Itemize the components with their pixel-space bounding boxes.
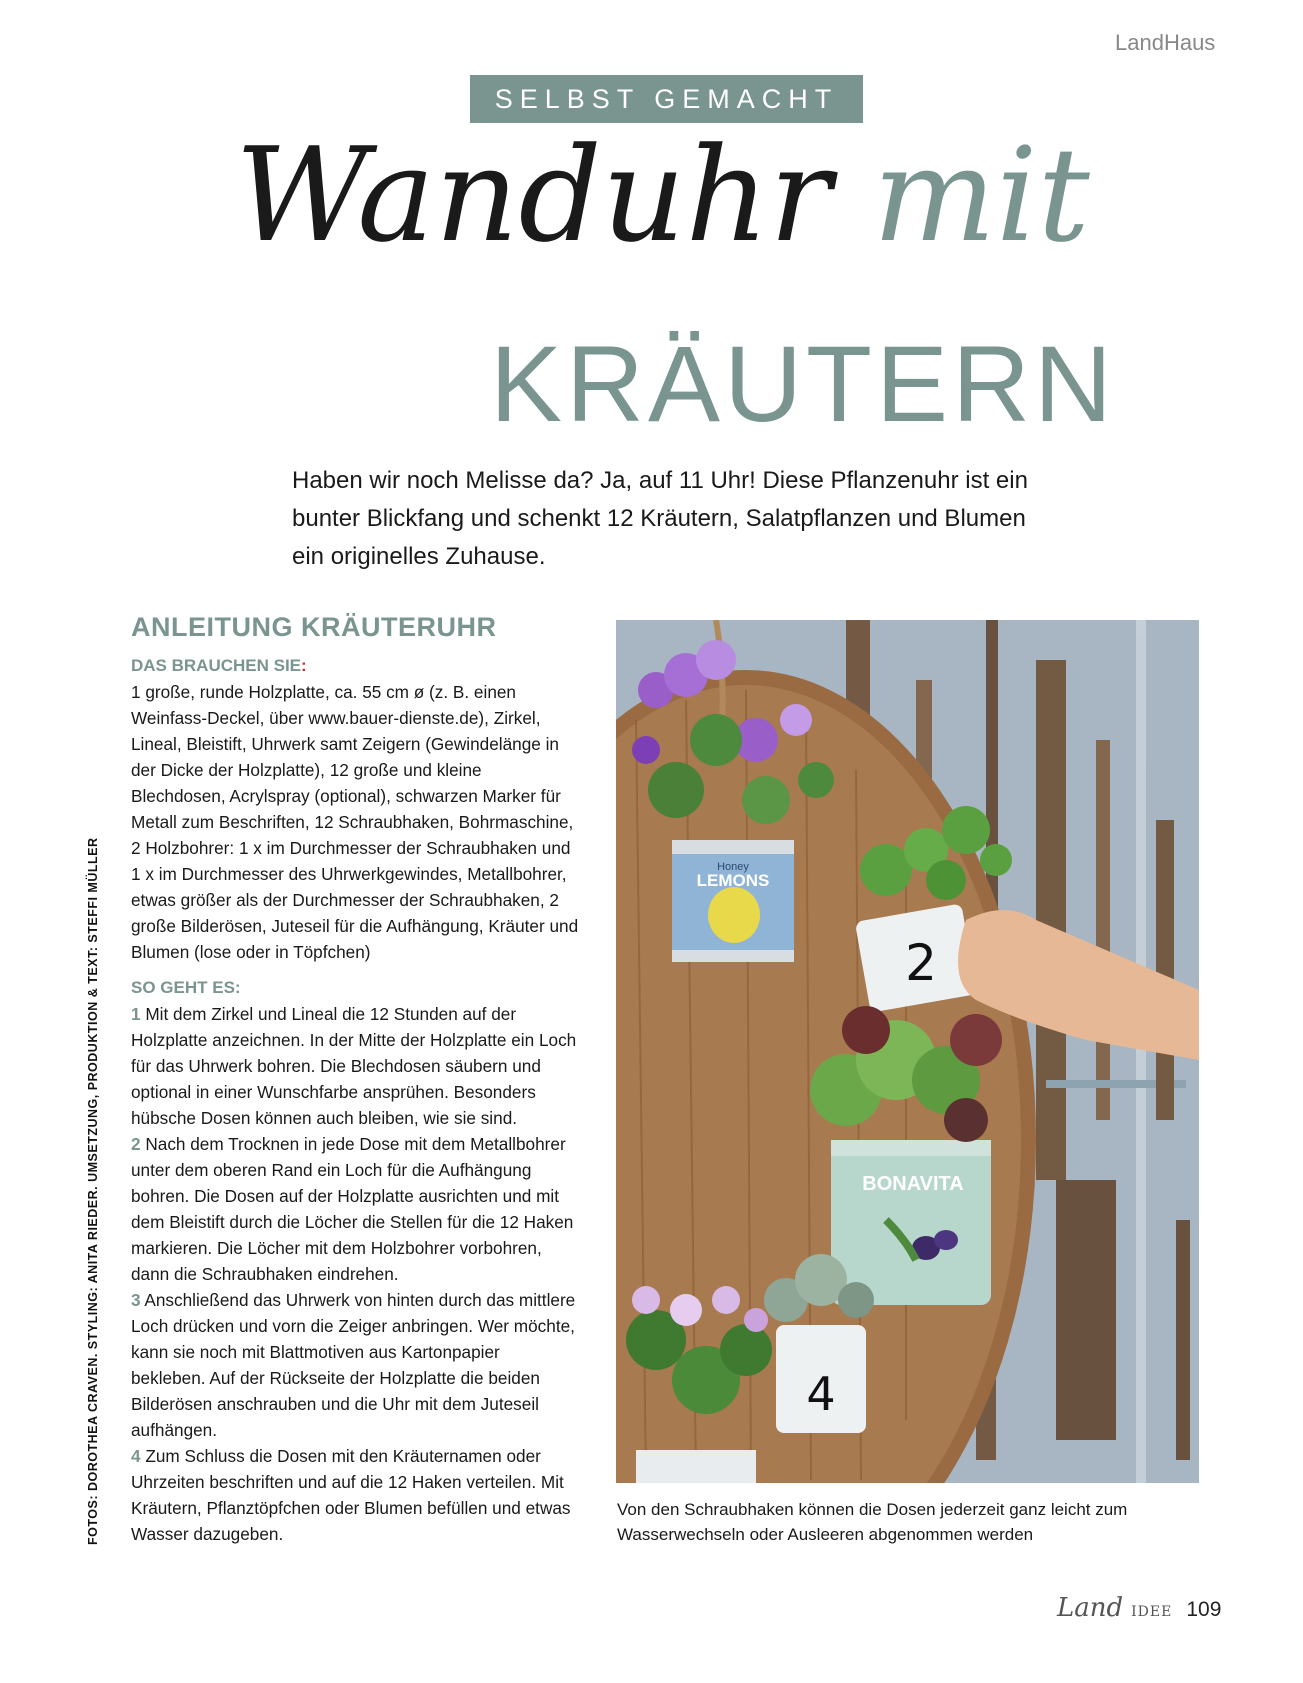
- can-brand: Honey: [717, 861, 749, 873]
- can-label: LEMONS: [696, 871, 770, 890]
- step-number: 2: [131, 1134, 141, 1154]
- section-label: LandHaus: [1115, 30, 1216, 55]
- step-2: [131, 1131, 579, 1287]
- headline-word-mit: mit: [872, 119, 1090, 271]
- project-photo: [616, 620, 1199, 1483]
- headline-caps: KRÄUTERN: [490, 323, 1117, 444]
- photo-credit: FOTOS: DOROTHEA CRAVEN. STYLING: ANITA RIEDER. UMSETZUNG, PRODUKTION & TEXT: STEFFI MÜLLER: [86, 837, 100, 1545]
- can-label-bonavita: BONAVITA: [862, 1173, 964, 1195]
- headline-word-wanduhr: Wanduhr: [235, 119, 832, 271]
- headline-script: [235, 119, 1090, 271]
- step-3: [131, 1287, 579, 1443]
- step-1: [131, 1001, 579, 1131]
- step-number: 3: [131, 1290, 141, 1310]
- instructions-title: ANLEITUNG KRÄUTERUHR: [131, 612, 497, 642]
- step-text: Anschließend das Uhrwerk von hinten durch das mittlere Loch drücken und vorn die Zeiger anbringen. Wer möchte, kann sie noch mit Blattmotiven aus Kartonpapier bekleben. Auf der Rückseite der Holzplatte die beiden Bilderösen anschrauben und die Uhr mit dem Juteseil aufhängen.: [131, 1290, 576, 1440]
- intro-paragraph: Haben wir noch Melisse da? Ja, auf 11 Uhr! Diese Pflanzenuhr ist ein bunter Blickfang und schenkt 12 Kräutern, Salatpflanzen und Blumen ein originelles Zuhause.: [292, 467, 1028, 570]
- magazine-logo-idee: IDEE: [1131, 1604, 1173, 1620]
- materials-heading: [131, 653, 579, 679]
- materials-text: 1 große, runde Holzplatte, ca. 55 cm ø (z. B. einen Weinfass-Deckel, über www.bauer-dienste.de), Zirkel, Lineal, Bleistift, Uhrwerk samt Zeigern (Gewindelänge in der Dicke der Holzplatte), 12 große und kleine Blechdosen, Acrylspray (optional), schwarzen Marker für Metall zum Beschriften, 12 Schraubhaken, Bohrmaschine, 2 Holzbohrer: 1 x im Durchmesser der Schraubhaken und 1 x im Durchmesser des Uhrwerkgewindes, Metallbohrer, etwas größer als der Durchmesser der Schraubhaken, 2 große Bilderösen, Juteseil für die Aufhängung, Kräuter und Blumen (lose oder in Töpfchen): [131, 682, 579, 962]
- can-number: 2: [905, 934, 937, 992]
- materials-heading-text: DAS BRAUCHEN SIE: [131, 656, 302, 675]
- step-number: 1: [131, 1004, 141, 1024]
- step-text: Mit dem Zirkel und Lineal die 12 Stunden auf der Holzplatte anzeichnen. In der Mitte der Holzplatte ein Loch für das Uhrwerk bohren. Die Blechdosen säubern und optional in einer Wunschfarbe ansprühen. Besonders hübsche Dosen können auch bleiben, wie sie sind.: [131, 1004, 577, 1128]
- page-number: 109: [1186, 1598, 1222, 1621]
- instructions-column: [131, 612, 579, 1547]
- step-text: Zum Schluss die Dosen mit den Kräuternamen oder Uhrzeiten beschriften und auf die 12 Haken verteilen. Mit Kräutern, Pflanztöpfchen oder Blumen befüllen und etwas Wasser dazugeben.: [131, 1446, 571, 1544]
- photo-illustration: [616, 620, 1199, 1483]
- materials-colon: :: [301, 656, 307, 675]
- step-text: Nach dem Trocknen in jede Dose mit dem Metallbohrer unter dem oberen Rand ein Loch für die Aufhängung bohren. Die Dosen auf der Holzplatte ausrichten und mit dem Bleistift durch die Löcher die Stellen für die 12 Haken markieren. Die Löcher mit dem Holzbohrer vorbohren, dann die Schraubhaken eindrehen.: [131, 1134, 574, 1284]
- steps-heading: SO GEHT ES:: [131, 978, 241, 997]
- step-number: 4: [131, 1446, 141, 1466]
- photo-caption: Von den Schraubhaken können die Dosen jederzeit ganz leicht zum Wasserwechseln oder Ausleeren abgenommen werden: [617, 1500, 1128, 1544]
- can-number: 4: [806, 1367, 836, 1421]
- kicker-banner: SELBST GEMACHT: [470, 75, 863, 123]
- magazine-logo-land: Land: [1057, 1593, 1124, 1623]
- step-4: [131, 1443, 579, 1547]
- page-footer: [1057, 1593, 1221, 1623]
